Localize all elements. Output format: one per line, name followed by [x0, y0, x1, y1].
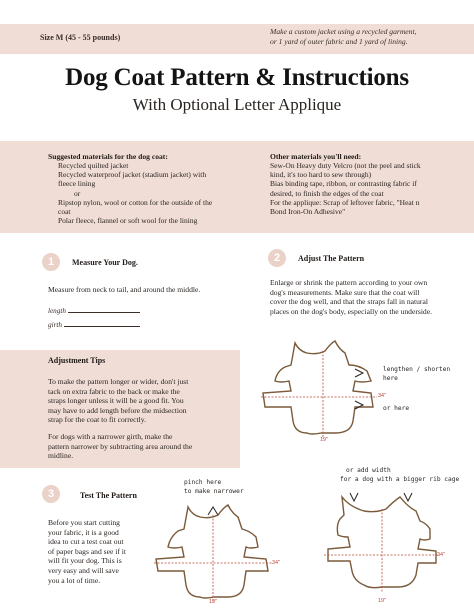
tips-paragraph-2	[48, 432, 238, 461]
here-note: here	[383, 375, 398, 382]
text-line: will fit your dog. This is	[48, 556, 122, 566]
length-blank	[68, 306, 140, 313]
step-2-width-measure: 34"	[378, 393, 386, 399]
add-width-arrow-icon	[350, 493, 358, 501]
coat-materials	[48, 152, 248, 225]
text-line: For dogs with a narrower girth, make the	[48, 432, 173, 441]
text-line: strap for the coat to fit correctly.	[48, 415, 146, 425]
step-2-heading: Adjust The Pattern	[298, 254, 365, 263]
text-line: idea to cut a test coat out	[48, 537, 124, 547]
text-line: Enlarge or shrink the pattern according to your own	[270, 278, 428, 287]
text-line: tack on extra fabric to the back or make the	[48, 386, 180, 396]
add-width-note: or add width	[346, 467, 391, 474]
text-line: midline.	[48, 451, 74, 461]
text-line: you a lot of time.	[48, 575, 101, 585]
list-item: Bias binding tape, ribbon, or contrasting fabric if	[270, 179, 417, 189]
step-1-heading: Measure Your Dog.	[72, 258, 138, 267]
text-line: cover the dog well, and that the straps fall in natural	[270, 297, 428, 307]
list-item: For the applique: Scrap of leftover fabric, "Heat n	[270, 197, 420, 207]
tips-heading: Adjustment Tips	[48, 356, 106, 365]
step-2-circle: 2	[268, 249, 286, 267]
coat-outline	[263, 341, 373, 434]
length-label: length	[48, 307, 66, 315]
coat-outline	[156, 505, 268, 598]
text-line: of paper bags and see if it	[48, 546, 127, 556]
text-line: your fabric, it is a good	[48, 527, 119, 537]
other-materials	[270, 152, 470, 216]
bigger-rib-note: for a dog with a bigger rib cage	[340, 476, 460, 483]
step-1-circle: 1	[42, 253, 60, 271]
other-materials-heading: Other materials you'll need:	[270, 152, 362, 161]
top-note	[270, 27, 466, 46]
step-3-heading: Test The Pattern	[80, 491, 137, 500]
list-item: Recycled waterproof jacket (stadium jacket) with	[58, 170, 207, 180]
list-item: kind, it's too hard to sew through)	[270, 170, 372, 180]
step-3-circle: 3	[42, 485, 60, 503]
step-3-length-measure-a: 19"	[209, 599, 217, 605]
girth-label: girth	[48, 321, 62, 329]
coat-materials-heading: Suggested materials for the dog coat:	[48, 152, 168, 161]
step-2-text	[270, 278, 470, 316]
tips-paragraph-1	[48, 377, 238, 425]
step-2-length-measure: 19"	[320, 437, 328, 443]
list-item: Sew-On Heavy duty Velcro (not the peel and stick	[270, 161, 421, 170]
top-note-line: or 1 yard of outer fabric and 1 yard of lining.	[270, 36, 408, 46]
length-line	[48, 306, 140, 315]
list-item: Bond Iron-On Adhesive"	[270, 207, 346, 217]
pinch-pattern-diagram	[150, 497, 280, 605]
pinch-arrow-icon	[208, 507, 218, 515]
list-item: or	[74, 188, 81, 198]
text-line: Before you start cutting	[48, 518, 120, 527]
list-item: coat	[58, 207, 71, 217]
text-line: straps longer unless it will be a good fit. You	[48, 396, 184, 406]
step-3-text	[48, 518, 148, 585]
pinch-note: pinch here	[184, 479, 222, 486]
step-3-width-measure-a: 34"	[272, 560, 280, 566]
page-subtitle: With Optional Letter Applique	[132, 95, 342, 114]
narrower-note: to make narrower	[184, 488, 244, 495]
list-item: Polar fleece, flannel or soft wool for the lining	[58, 216, 198, 226]
adjust-pattern-diagram	[255, 335, 385, 445]
text-line: may have to add length before the midsection	[48, 405, 187, 415]
list-item: fleece lining	[58, 179, 96, 189]
add-width-arrow-icon	[404, 493, 412, 501]
girth-blank	[64, 320, 140, 327]
step-3-width-measure-b: 34"	[437, 552, 445, 558]
text-line: very easy and will save	[48, 565, 119, 575]
or-here-arrow-icon	[355, 401, 363, 409]
step-1-text: Measure from neck to tail, and around the middle.	[48, 285, 201, 294]
other-materials-list	[270, 161, 470, 216]
text-line: pattern narrower by subtracting area around the	[48, 441, 193, 451]
girth-line	[48, 320, 140, 329]
coat-materials-list	[48, 161, 248, 225]
text-line: places on the dog's body, especially on the underside.	[270, 306, 432, 316]
size-label: Size M (45 - 55 pounds)	[40, 33, 121, 42]
lengthen-arrow-icon	[355, 369, 363, 377]
step-3-length-measure-b: 19"	[378, 598, 386, 604]
page-title: Dog Coat Pattern & Instructions	[65, 64, 409, 91]
text-line: dog's measurements. Make sure that the coat will	[270, 287, 420, 297]
list-item: desired, to finish the edges of the coat	[270, 188, 384, 198]
lengthen-note: lengthen / shorten	[383, 366, 451, 373]
top-note-line: Make a custom jacket using a recycled garment,	[270, 27, 417, 36]
list-item: Ripstop nylon, wool or cotton for the outside of the	[58, 197, 213, 207]
or-here-note: or here	[383, 405, 410, 412]
text-line: To make the pattern longer or wider, don't just	[48, 377, 189, 386]
list-item: Recycled quilted jacket	[58, 161, 129, 170]
add-width-pattern-diagram	[320, 485, 450, 595]
